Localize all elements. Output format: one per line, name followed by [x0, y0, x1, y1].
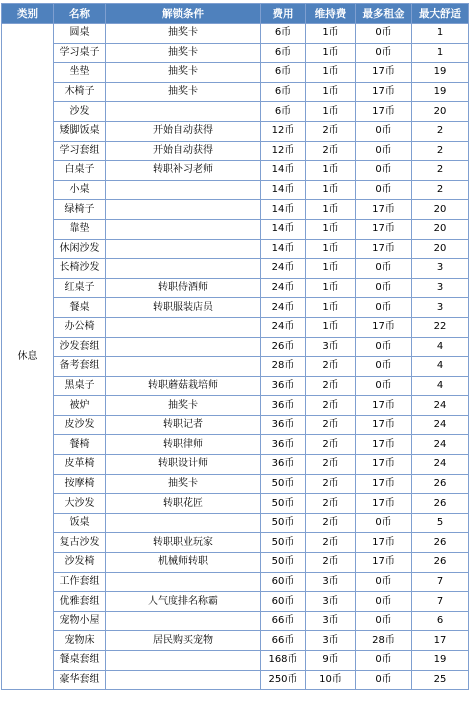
upkeep: 2币	[306, 141, 356, 161]
max-rent: 0币	[356, 572, 412, 592]
unlock-condition: 转职花匠	[106, 494, 261, 514]
unlock-condition: 人气度排名称霸	[106, 592, 261, 612]
max-comfort: 19	[412, 63, 469, 83]
unlock-condition: 转职蘑菇栽培师	[106, 376, 261, 396]
unlock-condition: 转职记者	[106, 415, 261, 435]
upkeep: 2币	[306, 494, 356, 514]
unlock-condition	[106, 670, 261, 690]
upkeep: 1币	[306, 24, 356, 44]
max-comfort: 5	[412, 513, 469, 533]
table-row	[2, 82, 469, 102]
table-row	[2, 219, 469, 239]
max-rent: 17币	[356, 494, 412, 514]
table-row	[2, 513, 469, 533]
table-row	[2, 415, 469, 435]
table-row	[2, 298, 469, 318]
unlock-condition: 抽奖卡	[106, 474, 261, 494]
item-name: 圆桌	[54, 24, 106, 44]
upkeep: 1币	[306, 239, 356, 259]
max-rent: 0币	[356, 337, 412, 357]
table-row	[2, 63, 469, 83]
upkeep: 2币	[306, 553, 356, 573]
unlock-condition	[106, 337, 261, 357]
max-comfort: 26	[412, 474, 469, 494]
cost: 66币	[261, 631, 306, 651]
item-name: 按摩椅	[54, 474, 106, 494]
cost-header: 费用	[261, 4, 306, 24]
cost: 14币	[261, 180, 306, 200]
max-rent: 17币	[356, 415, 412, 435]
table-row	[2, 592, 469, 612]
table-row	[2, 102, 469, 122]
max-comfort: 3	[412, 278, 469, 298]
table-row	[2, 533, 469, 553]
max-rent: 0币	[356, 357, 412, 377]
upkeep: 2币	[306, 474, 356, 494]
item-name: 优雅套组	[54, 592, 106, 612]
max-comfort: 3	[412, 298, 469, 318]
table-body	[2, 24, 469, 690]
item-name: 宠物床	[54, 631, 106, 651]
max-comfort: 24	[412, 455, 469, 475]
unlock-condition: 抽奖卡	[106, 82, 261, 102]
cost: 24币	[261, 298, 306, 318]
max-comfort: 2	[412, 121, 469, 141]
upkeep: 10币	[306, 670, 356, 690]
upkeep: 1币	[306, 63, 356, 83]
upkeep: 3币	[306, 611, 356, 631]
upkeep: 2币	[306, 455, 356, 475]
item-name: 休闲沙发	[54, 239, 106, 259]
table-row	[2, 180, 469, 200]
cost: 250币	[261, 670, 306, 690]
upkeep: 3币	[306, 592, 356, 612]
table-row	[2, 121, 469, 141]
upkeep: 1币	[306, 180, 356, 200]
table-row	[2, 337, 469, 357]
item-name: 沙发套组	[54, 337, 106, 357]
upkeep: 2币	[306, 396, 356, 416]
cost: 14币	[261, 161, 306, 181]
unlock-condition	[106, 259, 261, 279]
max-comfort: 17	[412, 631, 469, 651]
max-comfort: 1	[412, 24, 469, 44]
table-row	[2, 455, 469, 475]
unlock-condition: 转职侍酒师	[106, 278, 261, 298]
max-comfort: 24	[412, 435, 469, 455]
max-comfort: 19	[412, 651, 469, 671]
table-row	[2, 494, 469, 514]
max-rent-header: 最多租金	[356, 4, 412, 24]
table-row	[2, 631, 469, 651]
item-name: 坐垫	[54, 63, 106, 83]
cost: 26币	[261, 337, 306, 357]
upkeep: 1币	[306, 82, 356, 102]
upkeep: 2币	[306, 435, 356, 455]
upkeep: 1币	[306, 219, 356, 239]
max-rent: 0币	[356, 278, 412, 298]
cost: 66币	[261, 611, 306, 631]
table-row	[2, 43, 469, 63]
unlock-condition: 开始自动获得	[106, 141, 261, 161]
max-rent: 0币	[356, 43, 412, 63]
max-comfort: 6	[412, 611, 469, 631]
max-rent: 0币	[356, 376, 412, 396]
upkeep: 2币	[306, 513, 356, 533]
cost: 50币	[261, 494, 306, 514]
table-row	[2, 259, 469, 279]
max-comfort: 19	[412, 82, 469, 102]
unlock-header: 解锁条件	[106, 4, 261, 24]
max-rent: 17币	[356, 474, 412, 494]
cost: 36币	[261, 396, 306, 416]
name-header: 名称	[54, 4, 106, 24]
max-comfort: 22	[412, 317, 469, 337]
cost: 36币	[261, 376, 306, 396]
max-rent: 17币	[356, 455, 412, 475]
max-comfort: 20	[412, 239, 469, 259]
table-row	[2, 357, 469, 377]
max-comfort: 1	[412, 43, 469, 63]
cost: 168币	[261, 651, 306, 671]
max-comfort: 24	[412, 415, 469, 435]
unlock-condition: 抽奖卡	[106, 43, 261, 63]
max-comfort: 26	[412, 494, 469, 514]
cost: 50币	[261, 553, 306, 573]
unlock-condition: 开始自动获得	[106, 121, 261, 141]
unlock-condition: 转职设计师	[106, 455, 261, 475]
max-rent: 17币	[356, 553, 412, 573]
category-cell: 休息	[2, 24, 54, 690]
item-name: 被炉	[54, 396, 106, 416]
max-rent: 0币	[356, 24, 412, 44]
table-row	[2, 553, 469, 573]
cost: 28币	[261, 357, 306, 377]
cost: 60币	[261, 592, 306, 612]
item-name: 学习套组	[54, 141, 106, 161]
cost: 36币	[261, 455, 306, 475]
table-row	[2, 396, 469, 416]
item-name: 皮沙发	[54, 415, 106, 435]
unlock-condition	[106, 572, 261, 592]
item-name: 豪华套组	[54, 670, 106, 690]
max-rent: 17币	[356, 396, 412, 416]
item-name: 复古沙发	[54, 533, 106, 553]
max-rent: 17币	[356, 317, 412, 337]
item-name: 黑桌子	[54, 376, 106, 396]
table-row	[2, 376, 469, 396]
cost: 6币	[261, 63, 306, 83]
max-comfort: 26	[412, 533, 469, 553]
max-rent: 17币	[356, 102, 412, 122]
item-name: 长椅沙发	[54, 259, 106, 279]
upkeep: 3币	[306, 631, 356, 651]
cost: 12币	[261, 141, 306, 161]
max-comfort: 7	[412, 572, 469, 592]
unlock-condition	[106, 651, 261, 671]
max-rent: 17币	[356, 82, 412, 102]
cost: 36币	[261, 435, 306, 455]
cost: 50币	[261, 513, 306, 533]
table-row	[2, 141, 469, 161]
unlock-condition: 转职服装店员	[106, 298, 261, 318]
max-comfort: 4	[412, 376, 469, 396]
max-comfort: 24	[412, 396, 469, 416]
unlock-condition	[106, 513, 261, 533]
cost: 6币	[261, 82, 306, 102]
cost: 12币	[261, 121, 306, 141]
upkeep: 2币	[306, 533, 356, 553]
cost: 24币	[261, 278, 306, 298]
max-comfort: 20	[412, 200, 469, 220]
item-name: 工作套组	[54, 572, 106, 592]
item-name: 餐椅	[54, 435, 106, 455]
table-row	[2, 670, 469, 690]
cost: 50币	[261, 474, 306, 494]
unlock-condition	[106, 611, 261, 631]
item-name: 木椅子	[54, 82, 106, 102]
max-rent: 17币	[356, 200, 412, 220]
max-rent: 0币	[356, 161, 412, 181]
upkeep: 1币	[306, 259, 356, 279]
max-comfort: 20	[412, 102, 469, 122]
table-row	[2, 611, 469, 631]
max-rent: 17币	[356, 435, 412, 455]
max-rent: 17币	[356, 219, 412, 239]
cost: 6币	[261, 24, 306, 44]
unlock-condition: 转职补习老师	[106, 161, 261, 181]
upkeep: 9币	[306, 651, 356, 671]
header-row	[2, 4, 469, 24]
cost: 6币	[261, 102, 306, 122]
unlock-condition: 居民购买宠物	[106, 631, 261, 651]
item-name: 矮脚饭桌	[54, 121, 106, 141]
table-row	[2, 24, 469, 44]
unlock-condition	[106, 200, 261, 220]
table-row	[2, 239, 469, 259]
item-name: 学习桌子	[54, 43, 106, 63]
max-rent: 17币	[356, 63, 412, 83]
max-comfort: 7	[412, 592, 469, 612]
table-row	[2, 435, 469, 455]
upkeep-header: 维持费	[306, 4, 356, 24]
upkeep: 1币	[306, 317, 356, 337]
table-row	[2, 200, 469, 220]
item-name: 红桌子	[54, 278, 106, 298]
unlock-condition	[106, 317, 261, 337]
upkeep: 2币	[306, 121, 356, 141]
item-name: 餐桌套组	[54, 651, 106, 671]
max-comfort: 2	[412, 161, 469, 181]
item-name: 皮革椅	[54, 455, 106, 475]
cost: 24币	[261, 259, 306, 279]
item-name: 沙发	[54, 102, 106, 122]
upkeep: 2币	[306, 357, 356, 377]
max-rent: 0币	[356, 180, 412, 200]
upkeep: 1币	[306, 102, 356, 122]
unlock-condition	[106, 357, 261, 377]
cost: 14币	[261, 219, 306, 239]
max-comfort: 3	[412, 259, 469, 279]
cost: 24币	[261, 317, 306, 337]
table-row	[2, 278, 469, 298]
max-comfort: 20	[412, 219, 469, 239]
table-row	[2, 161, 469, 181]
max-rent: 28币	[356, 631, 412, 651]
unlock-condition: 抽奖卡	[106, 63, 261, 83]
max-comfort-header: 最大舒适	[412, 4, 469, 24]
item-name: 白桌子	[54, 161, 106, 181]
max-rent: 0币	[356, 298, 412, 318]
unlock-condition	[106, 102, 261, 122]
max-comfort: 26	[412, 553, 469, 573]
item-name: 备考套组	[54, 357, 106, 377]
max-comfort: 2	[412, 141, 469, 161]
upkeep: 2币	[306, 376, 356, 396]
item-name: 小桌	[54, 180, 106, 200]
max-rent: 0币	[356, 513, 412, 533]
max-rent: 17币	[356, 533, 412, 553]
unlock-condition: 机械师转职	[106, 553, 261, 573]
cost: 50币	[261, 533, 306, 553]
unlock-condition	[106, 239, 261, 259]
table-row	[2, 317, 469, 337]
upkeep: 1币	[306, 278, 356, 298]
item-name: 餐桌	[54, 298, 106, 318]
item-name: 办公椅	[54, 317, 106, 337]
max-rent: 0币	[356, 121, 412, 141]
unlock-condition: 转职律师	[106, 435, 261, 455]
unlock-condition: 抽奖卡	[106, 24, 261, 44]
item-name: 饭桌	[54, 513, 106, 533]
max-rent: 0币	[356, 670, 412, 690]
max-rent: 0币	[356, 592, 412, 612]
item-name: 宠物小屋	[54, 611, 106, 631]
unlock-condition	[106, 180, 261, 200]
max-comfort: 2	[412, 180, 469, 200]
item-name: 大沙发	[54, 494, 106, 514]
item-name: 沙发椅	[54, 553, 106, 573]
max-comfort: 25	[412, 670, 469, 690]
upkeep: 1币	[306, 298, 356, 318]
max-rent: 0币	[356, 259, 412, 279]
upkeep: 2币	[306, 415, 356, 435]
furniture-table	[1, 3, 469, 690]
upkeep: 1币	[306, 43, 356, 63]
cost: 14币	[261, 200, 306, 220]
cost: 6币	[261, 43, 306, 63]
table-row	[2, 572, 469, 592]
max-rent: 0币	[356, 611, 412, 631]
max-rent: 17币	[356, 239, 412, 259]
cost: 36币	[261, 415, 306, 435]
max-rent: 0币	[356, 141, 412, 161]
unlock-condition: 转职职业玩家	[106, 533, 261, 553]
item-name: 靠垫	[54, 219, 106, 239]
table-row	[2, 651, 469, 671]
upkeep: 1币	[306, 161, 356, 181]
item-name: 绿椅子	[54, 200, 106, 220]
upkeep: 3币	[306, 337, 356, 357]
max-comfort: 4	[412, 337, 469, 357]
upkeep: 1币	[306, 200, 356, 220]
unlock-condition: 抽奖卡	[106, 396, 261, 416]
cost: 60币	[261, 572, 306, 592]
table-row	[2, 474, 469, 494]
cost: 14币	[261, 239, 306, 259]
category-header: 类别	[2, 4, 54, 24]
upkeep: 3币	[306, 572, 356, 592]
unlock-condition	[106, 219, 261, 239]
max-rent: 0币	[356, 651, 412, 671]
max-comfort: 4	[412, 357, 469, 377]
